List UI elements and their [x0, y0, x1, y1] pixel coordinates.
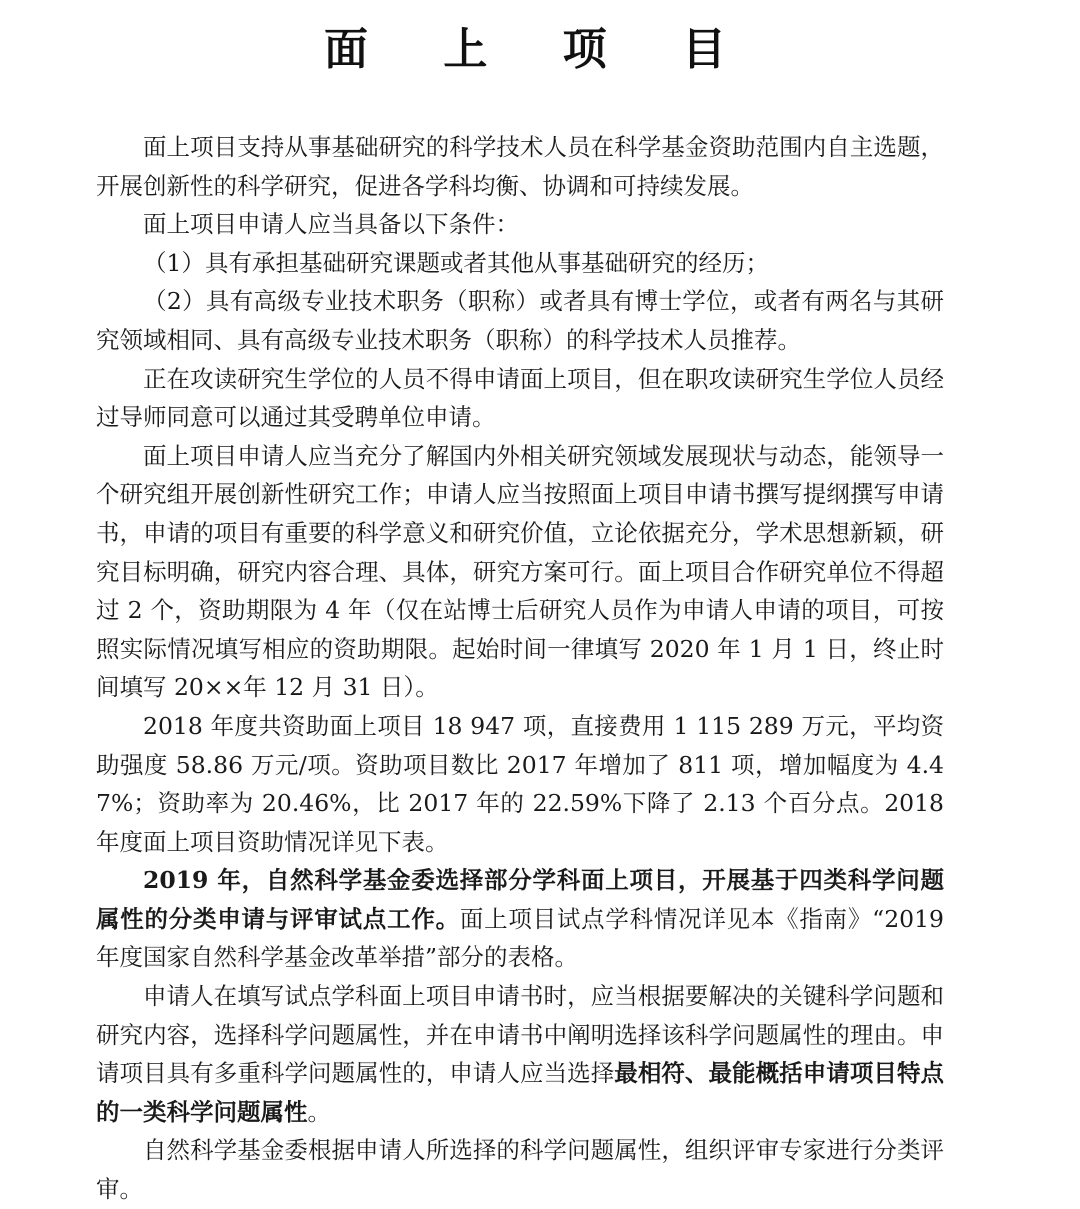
paragraph-conditions-lead: 面上项目申请人应当具备以下条件： — [143, 210, 519, 239]
paragraph-condition-1: （1）具有承担基础研究课题或者其他从事基础研究的经历； — [143, 248, 769, 277]
paragraph-attribute-start: 申请人在填写试点学科面上项目申请书时，应当根据要解决的关键科学问题和研究内容，选择科学问题属性，并在申请书中阐明选择该科学问题属性的理由。申请项目具有多重科学问题属性的，申请人应当选择 — [96, 982, 944, 1088]
paragraph-classified-review: 自然科学基金委根据申请人所选择的科学问题属性，组织评审专家进行分类评审。 — [96, 1136, 944, 1204]
paragraph-2019-pilot-bold: 2019 年，自然科学基金委选择部分学科面上项目，开展基于四类科学问题属性的分类申请与评审试点工作。 — [96, 866, 944, 933]
paragraph-intro: 面上项目支持从事基础研究的科学技术人员在科学基金资助范围内自主选题，开展创新性的科学研究，促进各学科均衡、协调和可持续发展。 — [96, 133, 944, 200]
paragraph-2018-statistics: 2018 年度共资助面上项目 18 947 项，直接费用 1 115 289 万元，平均资助强度 58.86 万元/项。资助项目数比 2017 年增加了 811 项，增加幅度为 4.47%；资助率为 20.46%，比 2017 年的 22.59%下降了 2.13 个百分点。2018 年度面上项目资助情况详见下表。 — [96, 711, 944, 856]
paragraph-attribute-end: 。 — [307, 1097, 331, 1126]
paragraph-graduate-students: 正在攻读研究生学位的人员不得申请面上项目，但在职攻读研究生学位人员经过导师同意可以通过其受聘单位申请。 — [96, 364, 944, 432]
page-title: 面 上 项 目 — [324, 24, 756, 75]
paragraph-requirements: 面上项目申请人应当充分了解国内外相关研究领域发展现状与动态，能领导一个研究组开展创新性研究工作；申请人应当按照面上项目申请书撰写提纲撰写申请书，申请的项目有重要的科学意义和研究价值，立论依据充分，学术思想新颖，研究目标明确，研究内容合理、具体，研究方案可行。面上项目合作研究单位不得超过 2 个，资助期限为 4 年（仅在站博士后研究人员作为申请人申请的项目，可按照实际情况填写相应的资助期限。起始时间一律填写 2020 年 1 月 1 日，终止时间填写 20××年 12 月 31 日）。 — [96, 441, 944, 702]
paragraph-condition-2: （2）具有高级专业技术职务（职称）或者具有博士学位，或者有两名与其研究领域相同、具有高级专业技术职务（职称）的科学技术人员推荐。 — [96, 287, 944, 354]
paragraph-attribute-selection — [96, 977, 944, 1131]
paragraph-attribute-bold: 最相符、最能概括申请项目特点的一类科学问题属性 — [96, 1059, 945, 1126]
paragraph-2019-pilot — [96, 861, 944, 977]
paragraph-2019-pilot-rest: 面上项目试点学科情况详见本《指南》“2019 年度国家自然科学基金改革举措”部分的表格。 — [96, 904, 945, 972]
document-body — [96, 128, 944, 1209]
